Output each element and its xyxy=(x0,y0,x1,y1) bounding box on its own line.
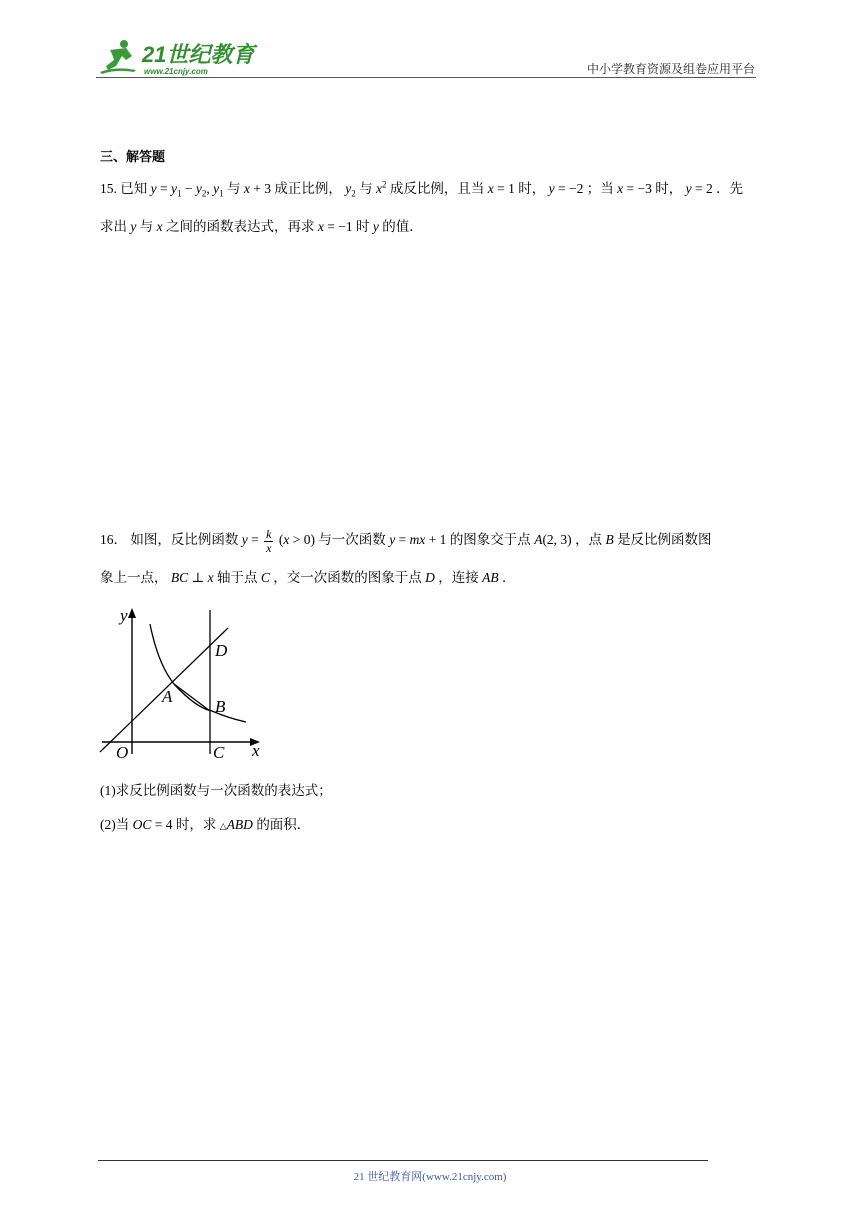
label-x: x xyxy=(252,741,260,760)
q16-line-2: 象上一点， BC ⊥ x 轴于点 C ，交一次函数的图象于点 D ，连接 AB ． xyxy=(100,570,516,585)
label-o: O xyxy=(116,743,129,762)
q15-line-1: 15. 已知 $y = y_1 - y_2$, $y_1$ 与 x + 3 成正比例， $y_2$ 与 $x^2$ 成反比例，且当 x = 1 时， y = −2 ；当 x = −3 时， y = 2 ．先 xyxy=(100,179,744,199)
segment-ab xyxy=(174,684,210,711)
label-d: D xyxy=(215,641,228,660)
q15-line-2: 求出 y 与 x 之间的函数表达式，再求 x = −1 时 y 的值． xyxy=(100,219,423,234)
fraction-k-over-x: $\frac{k}{x}$ xyxy=(266,527,272,555)
footer-text: 21 世纪教育网(www.21cnjy.com) xyxy=(353,1171,507,1183)
q16-line-1: 16． 如图，反比例函数 y = $\frac{k}{x}$ (x > 0) 与一次函数 y = mx + 1 的图象交于点 A(2, 3) ，点 B 是反比例函数图 xyxy=(100,527,712,555)
q16-number: 16 xyxy=(100,532,114,548)
logo-url: www.21cnjy.com xyxy=(144,67,208,76)
site-logo xyxy=(96,36,266,80)
section-title: 三、解答题 xyxy=(100,149,166,164)
label-a: A xyxy=(162,687,173,706)
label-b: B xyxy=(215,697,226,716)
hyperbola-curve xyxy=(150,624,246,722)
logo-text: 21世纪教育 xyxy=(142,42,255,67)
q16-part-1: (1)求反比例函数与一次函数的表达式； xyxy=(100,783,332,798)
footer-divider xyxy=(98,1160,708,1161)
q15-number: 15 xyxy=(100,181,114,196)
label-c: C xyxy=(213,743,225,762)
header-divider xyxy=(96,77,756,78)
label-y: y xyxy=(120,606,128,625)
q16-part-2: (2)当 OC = 4 时，求 △ABD 的面积． xyxy=(100,817,311,832)
header-platform-text: 中小学教育资源及组卷应用平台 xyxy=(586,62,755,76)
function-graph-figure xyxy=(96,604,276,764)
y-axis-arrow xyxy=(128,608,136,618)
